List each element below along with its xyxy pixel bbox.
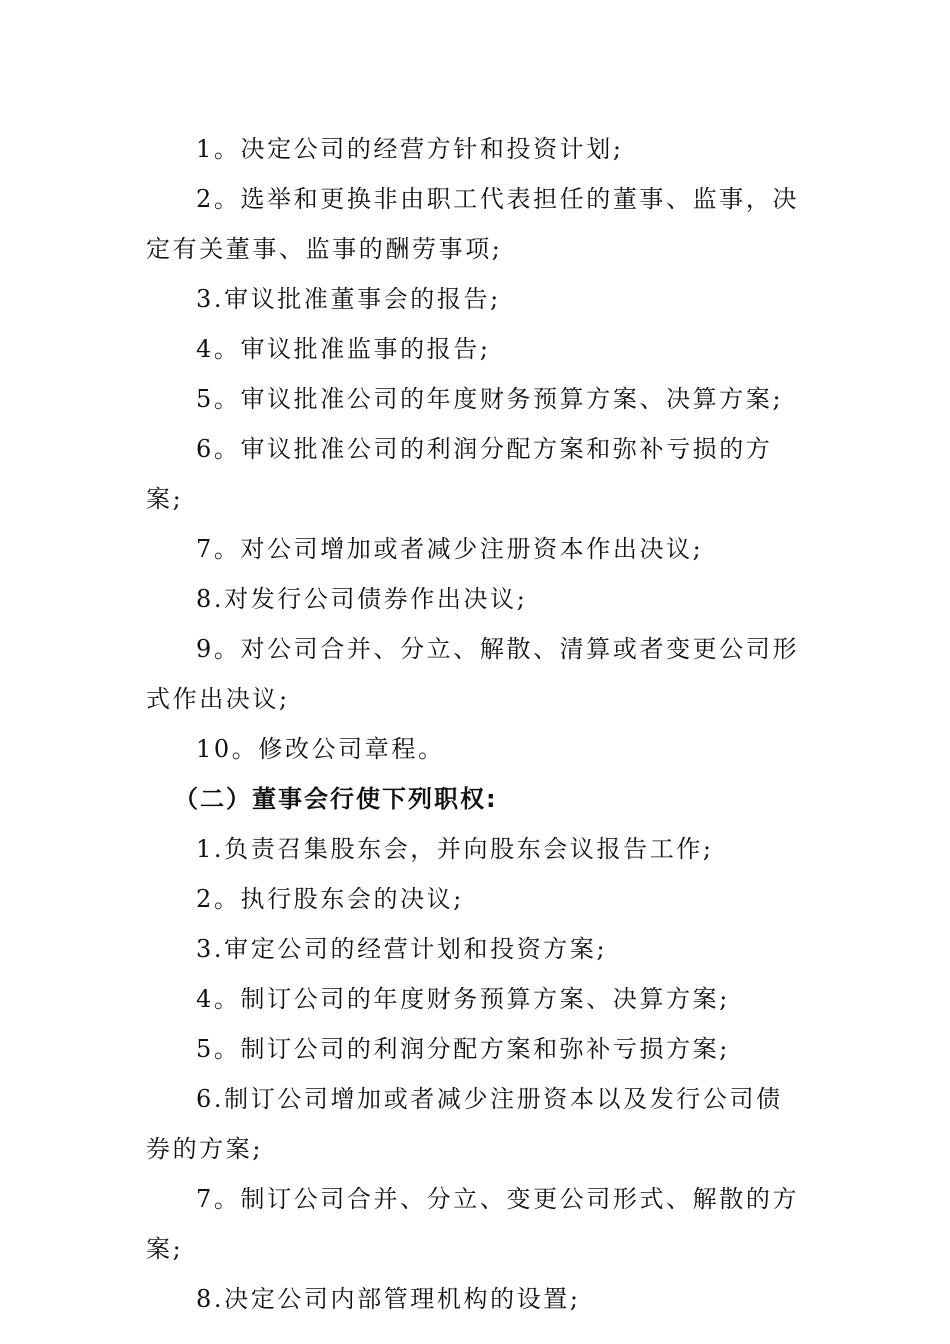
shareholder-item-9: 9。对公司合并、分立、解散、清算或者变更公司形式作出决议;	[146, 635, 800, 713]
shareholder-item-4: 4。审议批准监事的报告;	[196, 335, 491, 363]
board-powers-heading: （二）董事会行使下列职权:	[174, 785, 498, 813]
board-item-6: 6.制订公司增加或者减少注册资本以及发行公司债券的方案;	[146, 1085, 783, 1163]
board-item-7: 7。制订公司合并、分立、变更公司形式、解散的方案;	[146, 1185, 800, 1263]
document-body	[146, 124, 808, 1324]
shareholder-item-5: 5。审议批准公司的年度财务预算方案、决算方案;	[196, 385, 784, 413]
shareholder-item-1: 1。决定公司的经营方针和投资计划;	[196, 135, 624, 163]
shareholder-item-3: 3.审议批准董事会的报告;	[196, 285, 501, 313]
board-item-5: 5。制订公司的利润分配方案和弥补亏损方案;	[196, 1035, 730, 1063]
shareholder-item-10: 10。修改公司章程。	[196, 735, 445, 763]
shareholder-item-6: 6。审议批准公司的利润分配方案和弥补亏损的方案;	[146, 435, 773, 513]
board-item-1: 1.负责召集股东会，并向股东会议报告工作;	[196, 835, 714, 863]
shareholder-item-7: 7。对公司增加或者减少注册资本作出决议;	[196, 535, 704, 563]
board-item-8: 8.决定公司内部管理机构的设置;	[196, 1285, 581, 1313]
shareholder-item-8: 8.对发行公司债券作出决议;	[196, 585, 528, 613]
board-item-4: 4。制订公司的年度财务预算方案、决算方案;	[196, 985, 730, 1013]
shareholder-item-2: 2。选举和更换非由职工代表担任的董事、监事，决定有关董事、监事的酬劳事项;	[146, 185, 800, 263]
board-item-3: 3.审定公司的经营计划和投资方案;	[196, 935, 608, 963]
board-item-2: 2。执行股东会的决议;	[196, 885, 464, 913]
